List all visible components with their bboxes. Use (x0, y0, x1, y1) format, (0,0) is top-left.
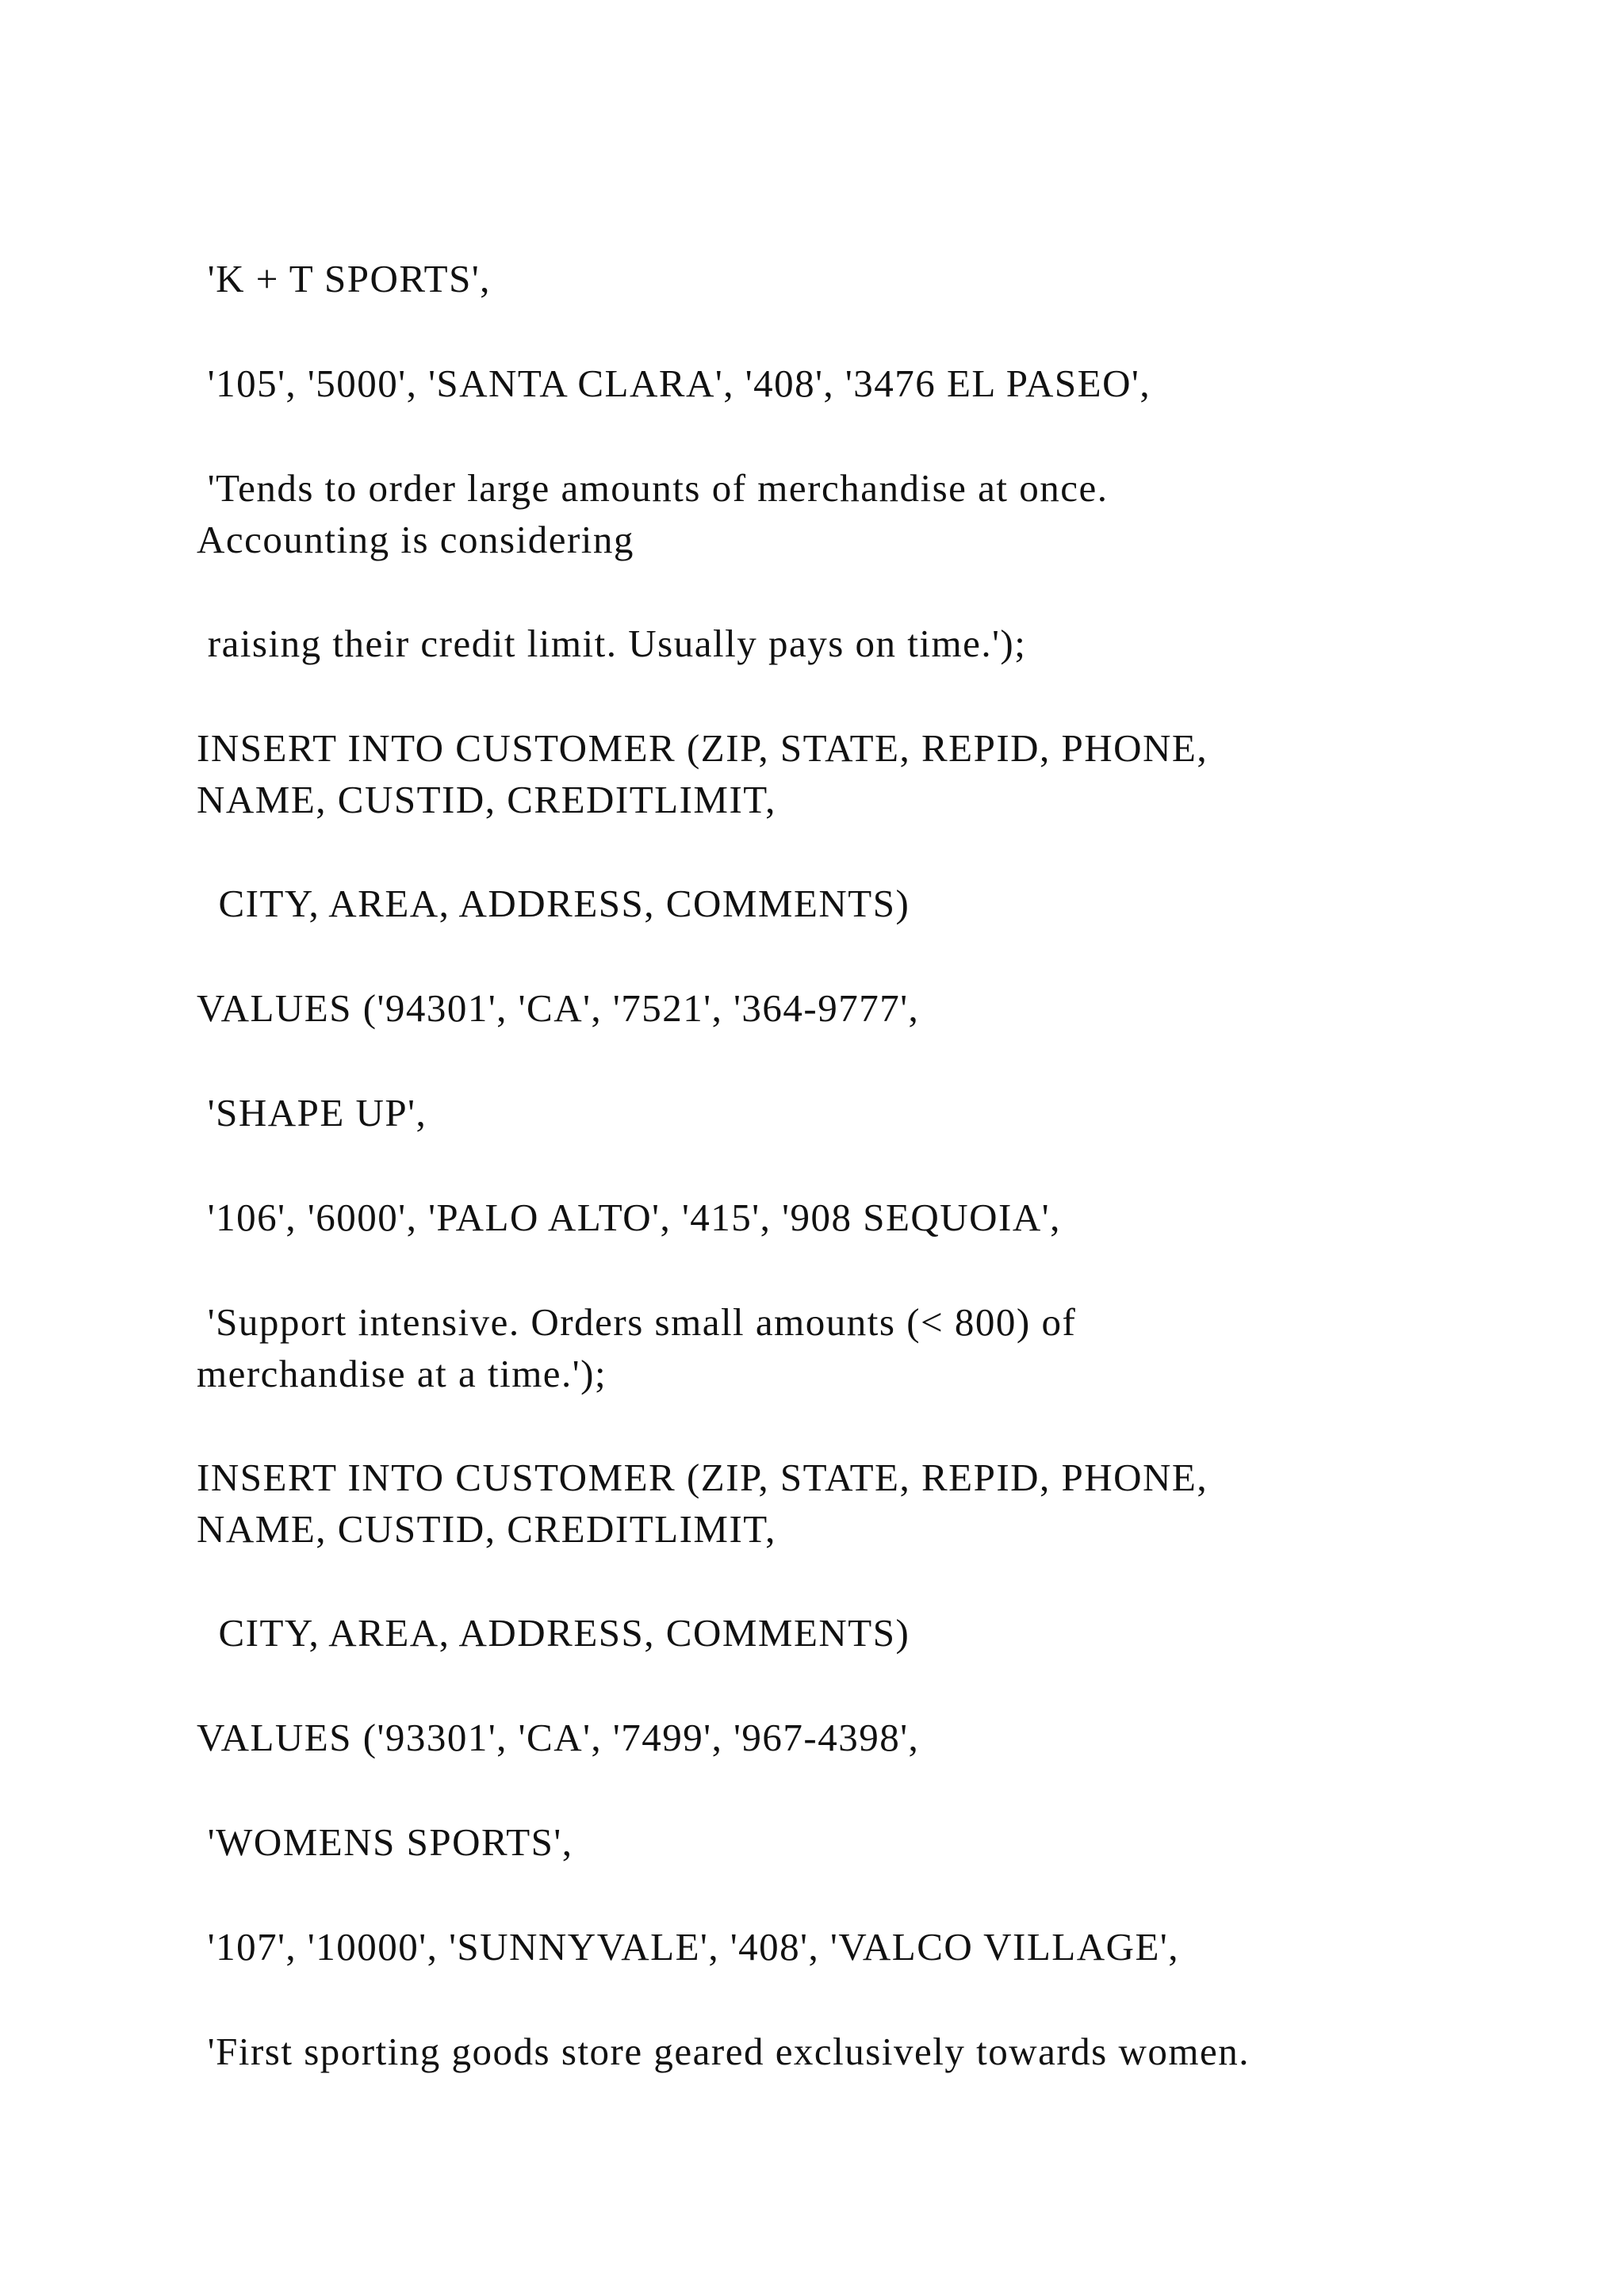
text-line: Accounting is considering (197, 518, 634, 561)
text-line: VALUES ('93301', 'CA', '7499', '967-4398', (197, 1716, 920, 1759)
text-line: '106', '6000', 'PALO ALTO', '415', '908 SEQUOIA', (197, 1196, 1061, 1239)
text-line: NAME, CUSTID, CREDITLIMIT, (197, 778, 776, 821)
text-line: '107', '10000', 'SUNNYVALE', '408', 'VALCO VILLAGE', (197, 1925, 1179, 1969)
text-line: NAME, CUSTID, CREDITLIMIT, (197, 1507, 776, 1551)
text-line: CITY, AREA, ADDRESS, COMMENTS) (197, 1611, 910, 1655)
text-line: INSERT INTO CUSTOMER (ZIP, STATE, REPID, PHONE, (197, 726, 1208, 770)
text-line: 'WOMENS SPORTS', (197, 1820, 573, 1864)
text-line: 'Support intensive. Orders small amounts (< 800) of (197, 1300, 1077, 1344)
text-line: 'SHAPE UP', (197, 1091, 427, 1135)
text-line: 'Tends to order large amounts of merchandise at once. (197, 466, 1109, 510)
text-line: CITY, AREA, ADDRESS, COMMENTS) (197, 882, 910, 925)
text-line: INSERT INTO CUSTOMER (ZIP, STATE, REPID, PHONE, (197, 1456, 1208, 1499)
text-line: 'K + T SPORTS', (197, 257, 491, 300)
text-line: 'First sporting goods store geared exclusively towards women. (197, 2030, 1250, 2073)
text-line: VALUES ('94301', 'CA', '7521', '364-9777', (197, 986, 920, 1030)
text-line: merchandise at a time.'); (197, 1352, 607, 1395)
text-line: '105', '5000', 'SANTA CLARA', '408', '3476 EL PASEO', (197, 362, 1151, 405)
text-line: raising their credit limit. Usually pays on time.'); (197, 622, 1027, 665)
